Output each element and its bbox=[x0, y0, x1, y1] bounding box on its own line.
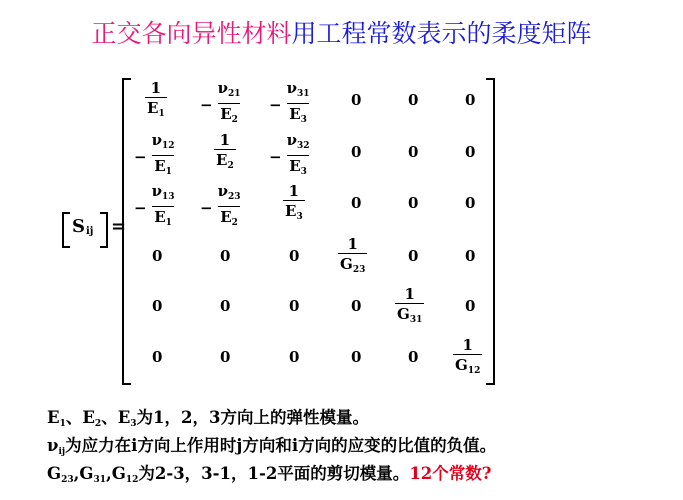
cell-1-5: 0 bbox=[408, 91, 419, 109]
note-poisson-ratio: $\nu_{ij}$为应力在i方向上作用时j方向和i方向的应变的比值的负值。 bbox=[47, 436, 497, 457]
lhs-subscript: ij bbox=[86, 226, 94, 237]
cell-1-4: 0 bbox=[351, 91, 362, 109]
equals-sign: = bbox=[111, 216, 127, 237]
cell-2-3: − $\frac{\nu_{32}}{E_3}$ bbox=[269, 132, 312, 181]
cell-5-1: 0 bbox=[152, 297, 163, 315]
matrix-left-bracket bbox=[122, 78, 131, 385]
cell-6-4: 0 bbox=[351, 348, 362, 366]
lhs-s: S bbox=[72, 216, 85, 237]
cell-5-6: 0 bbox=[465, 297, 476, 315]
cell-3-3: $\frac{1}{E_3}$ bbox=[283, 183, 305, 226]
cell-3-6: 0 bbox=[465, 194, 476, 212]
cell-2-5: 0 bbox=[408, 143, 419, 161]
cell-6-5: 0 bbox=[408, 348, 419, 366]
cell-4-5: 0 bbox=[408, 247, 419, 265]
cell-2-1: − $\frac{\nu_{12}}{E_1}$ bbox=[134, 132, 177, 181]
cell-5-3: 0 bbox=[289, 297, 300, 315]
cell-2-6: 0 bbox=[465, 143, 476, 161]
cell-6-6: $\frac{1}{G_{12}}$ bbox=[453, 337, 482, 380]
cell-4-4: $\frac{1}{G_{23}}$ bbox=[338, 236, 367, 279]
lhs-right-bracket bbox=[100, 212, 108, 248]
cell-3-1: − $\frac{\nu_{13}}{E_1}$ bbox=[134, 183, 177, 232]
cell-3-4: 0 bbox=[351, 194, 362, 212]
cell-6-3: 0 bbox=[289, 348, 300, 366]
note-elastic-moduli: $E_1$、$E_2$、$E_3$为1，2，3方向上的弹性模量。 bbox=[47, 408, 369, 429]
constants-count-question: 12个常数? bbox=[409, 464, 492, 483]
cell-4-2: 0 bbox=[220, 247, 231, 265]
matrix-right-bracket bbox=[486, 78, 495, 385]
cell-5-2: 0 bbox=[220, 297, 231, 315]
cell-3-2: − $\frac{\nu_{23}}{E_2}$ bbox=[200, 183, 243, 232]
cell-1-3: − $\frac{\nu_{31}}{E_3}$ bbox=[269, 80, 312, 129]
cell-6-1: 0 bbox=[152, 348, 163, 366]
cell-4-6: 0 bbox=[465, 247, 476, 265]
cell-5-4: 0 bbox=[351, 297, 362, 315]
cell-2-2: $\frac{1}{E_2}$ bbox=[214, 132, 236, 175]
title-part-1: 正交各向异性材料 bbox=[91, 19, 292, 48]
cell-5-5: $\frac{1}{G_{31}}$ bbox=[395, 286, 424, 329]
cell-4-3: 0 bbox=[289, 247, 300, 265]
cell-3-5: 0 bbox=[408, 194, 419, 212]
slide-title bbox=[0, 14, 683, 50]
cell-2-4: 0 bbox=[351, 143, 362, 161]
lhs-left-bracket bbox=[62, 212, 70, 248]
cell-1-1: $\frac{1}{E_1}$ bbox=[145, 80, 167, 123]
cell-1-2: − $\frac{\nu_{21}}{E_2}$ bbox=[200, 80, 243, 129]
note-shear-moduli: $G_{23},G_{31},G_{12}$为2-3，3-1，1-2平面的剪切模量。12个常数? bbox=[47, 464, 492, 485]
cell-4-1: 0 bbox=[152, 247, 163, 265]
cell-1-6: 0 bbox=[465, 91, 476, 109]
cell-6-2: 0 bbox=[220, 348, 231, 366]
title-part-2: 用工程常数表示的柔度矩阵 bbox=[291, 19, 592, 48]
